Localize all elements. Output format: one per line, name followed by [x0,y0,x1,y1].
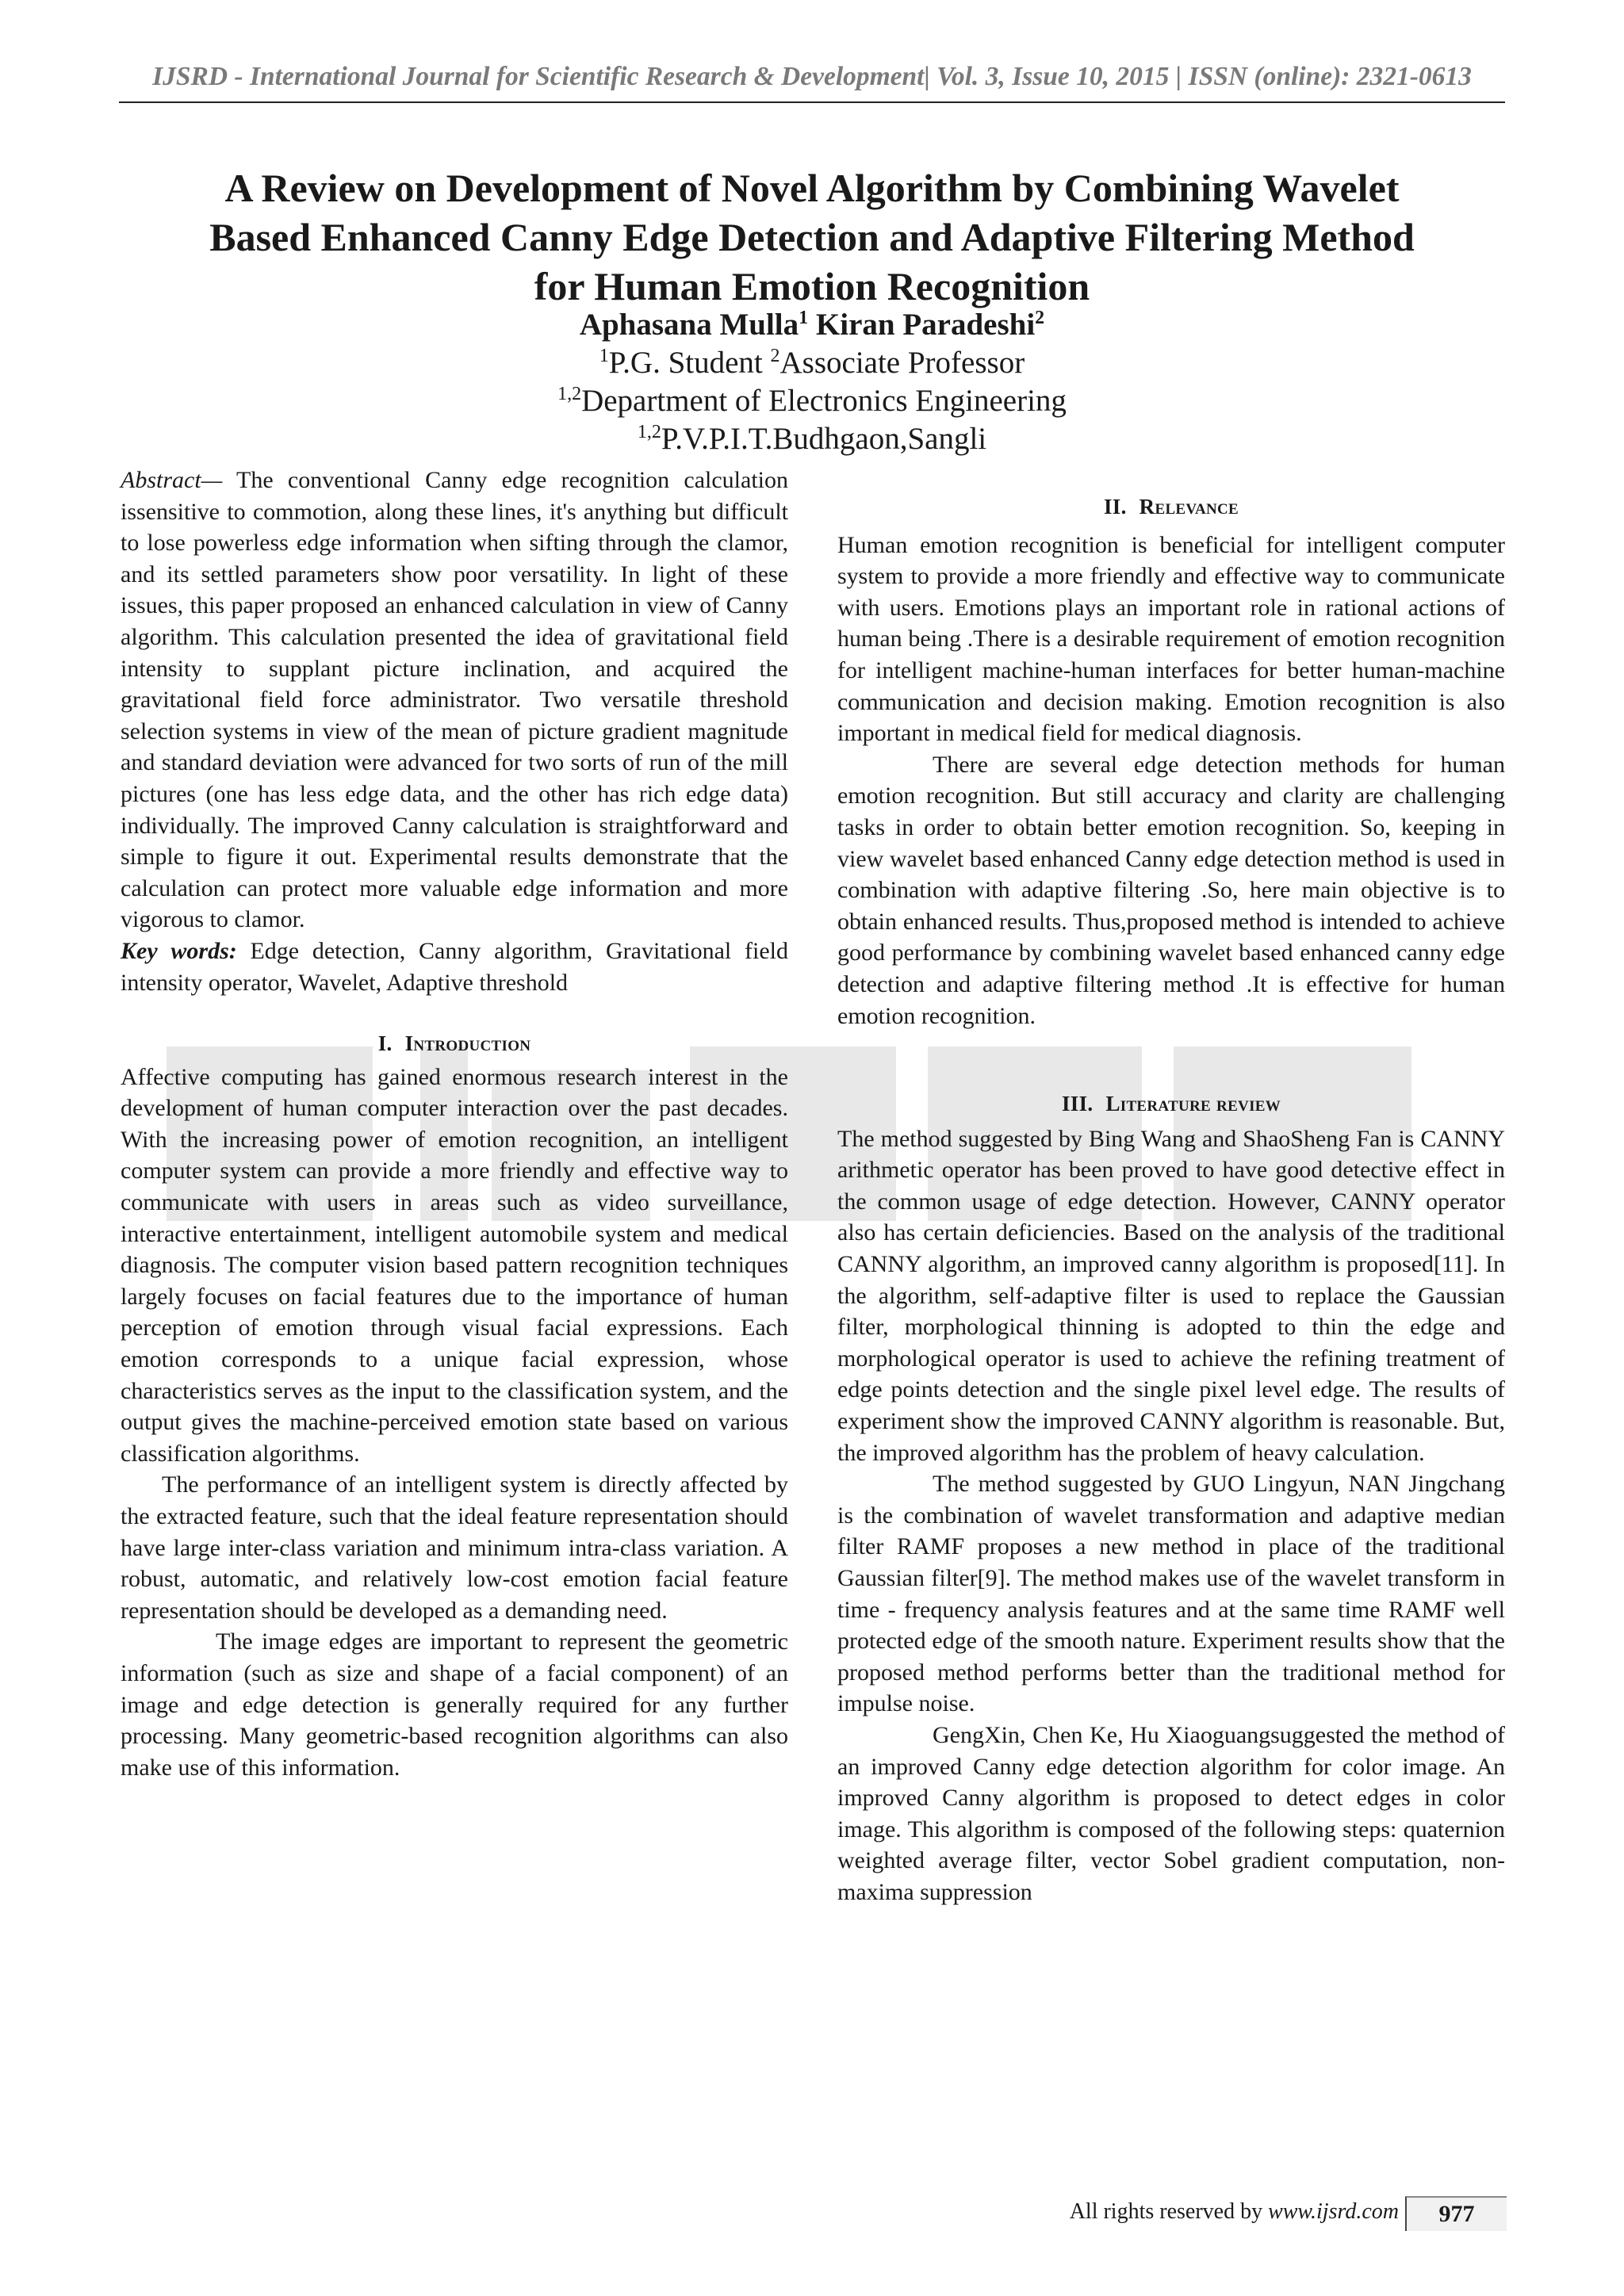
author-names [119,306,1505,344]
author-department [119,382,1505,420]
right-column [837,492,1505,1908]
page-footer [1031,2196,1507,2228]
keywords [121,936,788,998]
literature-paragraph-1: The method suggested by Bing Wang and ShaoSheng Fan is CANNY arithmetic operator has been proved to have good detective effect in the common usage of edge detection. However, CANNY operator also has certain deficiencies. Based on the analysis of the traditional CANNY algorithm, an improved canny algorithm is proposed[11]. In the algorithm, self-adaptive filter is used to replace the Gaussian filter, morphological thinning is adopted to thin the edge and morphological operator is used to achieve the refining treatment of edge points detection and the single pixel level edge. The results of experiment show the improved CANNY algorithm is reasonable. But, the improved algorithm has the problem of heavy calculation. [837,1125,1505,1466]
keywords-label: Key words: [121,937,237,964]
author-2-sup: 2 [1035,308,1045,328]
section-number: I. [377,1031,393,1056]
dept-name: Department of Electronics Engineering [581,384,1067,418]
relevance-paragraph-1: Human emotion recognition is beneficial for intelligent computer system to provide a more friendly and effective way to communicate with users. Emotions plays an important role in rational actions of human being .There is a desirable requirement of emotion recognition for intelligent machine-human interfaces for better human-machine communication and decision making. Emotion recognition is also important in medical field for medical diagnosis. [837,531,1505,747]
section-heading-relevance [837,492,1505,523]
role-2: Associate Professor [779,346,1025,380]
role-1-sup: 1 [599,346,609,366]
role-2-sup: 2 [770,346,780,366]
abstract-label: Abstract— [121,467,223,493]
section-heading-literature-review [837,1089,1505,1120]
footer-site-link[interactable]: www.ijsrd.com [1268,2199,1399,2224]
author-2-name: Kiran Paradeshi [815,308,1036,342]
abstract-text: The conventional Canny edge recognition calculation issensitive to commotion, along these lines, it's anything but difficult to lose powerless edge information when sifting through the clamor, and its settled parameters show poor versatility. In light of these issues, this paper proposed an enhanced calculation in view of Canny algorithm. This calculation presented the idea of gravitational field intensity to supplant picture inclination, and acquired the gravitational field force administrator. Two versatile threshold selection systems in view of the mean of picture gradient magnitude and standard deviation were advanced for two sorts of run of the mill pictures (one has less edge data, and the other has rich edge data) individually. The improved Canny calculation is straightforward and simple to figure it out. Experimental results demonstrate that the calculation can protect more valuable edge information and more vigorous to clamor. [121,467,788,933]
title-line-3: for Human Emotion Recognition [534,264,1090,308]
title-line-2: Based Enhanced Canny Edge Detection and Adaptive Filtering Method [209,215,1415,259]
section-title: Relevance [1139,495,1239,519]
section-number: II. [1104,495,1127,519]
title-line-1: A Review on Development of Novel Algorithm by Combining Wavelet [224,166,1400,210]
section-number: III. [1061,1092,1094,1116]
author-institution [119,420,1505,458]
section-title: Literature review [1105,1092,1281,1116]
section-heading-introduction [121,1028,788,1060]
intro-paragraph-2: The performance of an intelligent system is directly affected by the extracted feature, such that the ideal feature representation should have large inter-class variation and minimum intra-class variation. A robust, automatic, and relatively low-cost emotion facial feature representation should be developed as a demanding need. [121,1471,788,1624]
keywords-text: Edge detection, Canny algorithm, Gravitational field intensity operator, Wavelet, Adaptive threshold [121,937,788,996]
footer-rights-text: All rights reserved by [1069,2199,1269,2224]
author-1-sup: 1 [799,308,809,328]
dept-sup: 1,2 [557,384,582,404]
page-number: 977 [1405,2196,1507,2231]
author-block [119,306,1505,458]
intro-paragraph-1: Affective computing has gained enormous research interest in the development of human computer interaction over the past decades. With the increasing power of emotion recognition, an intelligent computer system can provide a more friendly and effective way to communicate with users in areas such as video surveillance, interactive entertainment, intelligent automobile system and medical diagnosis. The computer vision based pattern recognition techniques largely focuses on facial features due to the importance of human perception of emotion through visual facial expressions. Each emotion corresponds to a unique facial expression, whose characteristics serves as the input to the classification system, and the output gives the machine-perceived emotion state based on various classification algorithms. [121,1063,788,1467]
literature-paragraph-3: GengXin, Chen Ke, Hu Xiaoguangsuggested the method of an improved Canny edge detection algorithm for color image. An improved Canny algorithm is proposed to detect edges in color image. This algorithm is composed of the following steps: quaternion weighted average filter, vector Sobel gradient computation, non-maxima suppression [837,1721,1505,1905]
header-rule [119,101,1505,103]
paper-title [119,163,1505,311]
role-1: P.G. Student [608,346,771,380]
left-column [121,465,788,1783]
footer-rights [1070,2199,1399,2225]
inst-name: P.V.P.I.T.Budhgaon,Sangli [661,422,987,456]
intro-paragraph-3: The image edges are important to represent the geometric information (such as size and shape of a facial component) of an image and edge detection is generally required for any further processing. Many geometric-based recognition algorithms can also make use of this information. [121,1628,788,1781]
inst-sup: 1,2 [637,422,661,442]
literature-paragraph-2: The method suggested by GUO Lingyun, NAN Jingchang is the combination of wavelet transformation and adaptive median filter RAMF proposes a new method in place of the traditional Gaussian filter[9]. The method makes use of the wavelet transform in time - frequency analysis features and at the same time RAMF well protected edge of the smooth nature. Experiment results show that the proposed method performs better than the traditional method for impulse noise. [837,1471,1505,1717]
abstract [121,465,788,936]
author-roles [119,344,1505,382]
relevance-paragraph-2: There are several edge detection methods for human emotion recognition. But still accuracy and clarity are challenging tasks in order to obtain better emotion recognition. So, keeping in view wavelet based enhanced Canny edge detection method is used in combination with adaptive filtering .So, here main objective is to obtain enhanced results. Thus,proposed method is intended to achieve good performance by combining wavelet based enhanced canny edge detection and adaptive filtering method .It is effective for human emotion recognition. [837,751,1505,1029]
journal-header: IJSRD - International Journal for Scientific Research & Development| Vol. 3, Issue 10, 2015 | ISSN (online): 2321-0613 [152,62,1472,91]
section-title: Introduction [404,1031,531,1056]
author-1-name: Aphasana Mulla [579,308,799,342]
